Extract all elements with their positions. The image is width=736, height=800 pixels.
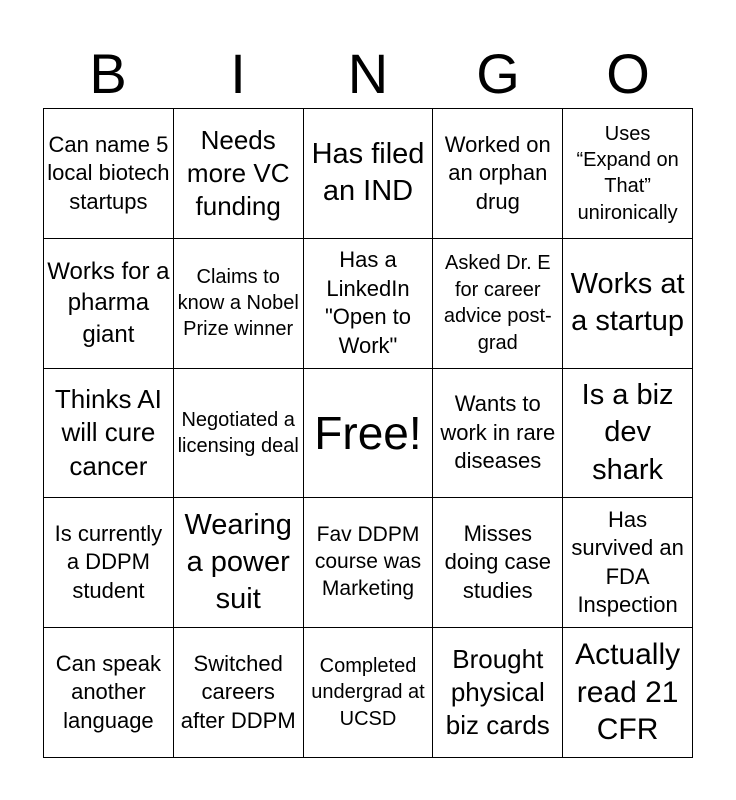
header-letter-n: N bbox=[347, 42, 389, 105]
bingo-cell[interactable]: Is a biz dev shark bbox=[563, 369, 693, 499]
bingo-cell[interactable]: Can speak another language bbox=[44, 628, 174, 758]
bingo-cell[interactable]: Has filed an IND bbox=[304, 109, 434, 239]
bingo-cell[interactable]: Completed undergrad at UCSD bbox=[304, 628, 434, 758]
bingo-cell[interactable]: Thinks AI will cure cancer bbox=[44, 369, 174, 499]
bingo-cell[interactable]: Has a LinkedIn "Open to Work" bbox=[304, 239, 434, 369]
bingo-cell[interactable]: Fav DDPM course was Marketing bbox=[304, 498, 434, 628]
bingo-cell[interactable]: Switched careers after DDPM bbox=[174, 628, 304, 758]
bingo-cell[interactable]: Can name 5 local biotech startups bbox=[44, 109, 174, 239]
header-letter-o: O bbox=[606, 42, 650, 105]
bingo-cell[interactable]: Needs more VC funding bbox=[174, 109, 304, 239]
bingo-grid bbox=[43, 108, 693, 758]
bingo-cell[interactable]: Worked on an orphan drug bbox=[433, 109, 563, 239]
bingo-cell[interactable]: Negotiated a licensing deal bbox=[174, 369, 304, 499]
bingo-cell[interactable]: Claims to know a Nobel Prize winner bbox=[174, 239, 304, 369]
bingo-cell[interactable]: Is currently a DDPM student bbox=[44, 498, 174, 628]
header-letter-i: I bbox=[230, 42, 246, 105]
bingo-cell[interactable]: Brought physical biz cards bbox=[433, 628, 563, 758]
bingo-cell[interactable]: Works at a startup bbox=[563, 239, 693, 369]
free-space[interactable]: Free! bbox=[304, 369, 434, 499]
bingo-cell[interactable]: Actually read 21 CFR bbox=[563, 628, 693, 758]
bingo-cell[interactable]: Uses “Expand on That” unironically bbox=[563, 109, 693, 239]
bingo-header bbox=[43, 40, 693, 108]
header-letter-g: G bbox=[476, 42, 520, 105]
header-letter-b: B bbox=[89, 42, 127, 105]
bingo-cell[interactable]: Wearing a power suit bbox=[174, 498, 304, 628]
bingo-cell[interactable]: Has survived an FDA Inspection bbox=[563, 498, 693, 628]
bingo-cell[interactable]: Asked Dr. E for career advice post-grad bbox=[433, 239, 563, 369]
bingo-cell[interactable]: Wants to work in rare diseases bbox=[433, 369, 563, 499]
bingo-cell[interactable]: Works for a pharma giant bbox=[44, 239, 174, 369]
bingo-cell[interactable]: Misses doing case studies bbox=[433, 498, 563, 628]
